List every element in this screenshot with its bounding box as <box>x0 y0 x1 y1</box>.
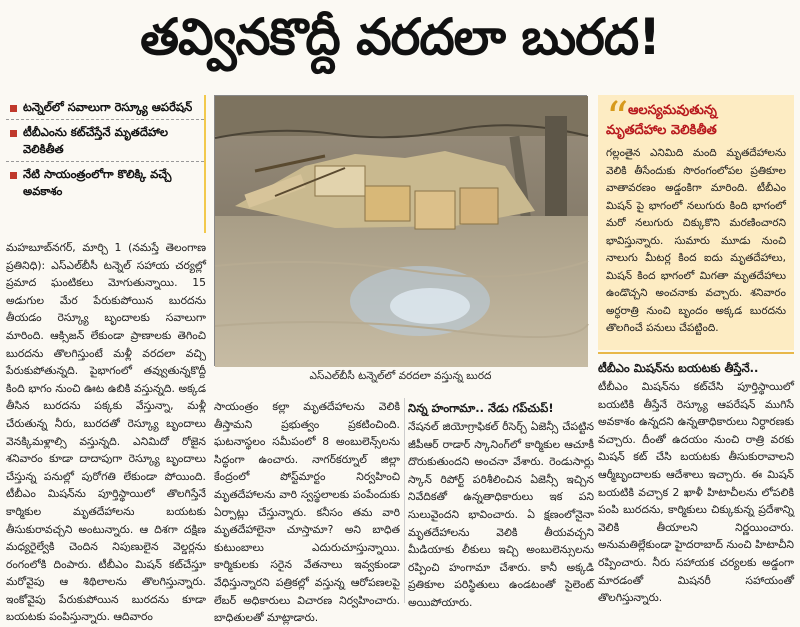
article-column-3 <box>408 398 594 612</box>
sidebar-title: ఆలస్యమవుతున్న <box>628 103 717 118</box>
sidebar-title-line2: మృతదేహాల వెలికితీత <box>606 123 717 138</box>
bullet-square-icon <box>10 105 17 112</box>
article-paragraph: టీబీఎం మిషన్‌ను కట్‌చేసి పూర్తిస్థాయిలో బయటికి తీస్తేనే రెస్క్యూ ఆపరేషన్ ముగిసే అవకాశం ఉన్నదని ఉన్నతాధికారులు నిర్ధారణకు వచ్చారు. దీంతో ఉదయం నుంచి రాత్రి వరకు మిషన్ కట్ చేసి బయటకు తీసుకురావాలని ఆర్మీబృందాలకు ఆదేశాలు ఇచ్చారు. ఈ మిషన్ బయటికి వచ్చాక 2 ఖాళీ హిటాచీలను లోపలికి పంపి బురదను, కార్మికులు చిక్కుకున్న ప్రదేశాన్ని వెలికి తీయాలని నిర్ణయించారు. అనుమతిల్లేకుండా హైదరాబాద్ నుంచి హిటాచీని రప్పించారు. నీరు సహాయక చర్యలకు అడ్డంగా మారడంతో మిషనరీ సహాయంతో తొలగిస్తున్నారు. <box>598 380 794 605</box>
quote-mark-icon: “ <box>606 93 629 144</box>
bullet-square-icon <box>10 130 17 137</box>
sidebar-body: గల్లంతైన ఎనిమిది మంది మృతదేహాలను వెలికి తీసేందుకు సొరంగంలోపల ప్రతికూల వాతావరణం అడ్డంకిగా మారింది. టీబీఎం మిషన్ పై భాగంలో నలుగురు కింది భాగంలో మరో నలుగురు చిక్కుకొని మరణించారని భావిస్తున్నారు. సుమారు మూడు నుంచి నాలుగు మీటర్ల కింద ఐదు మృతదేహాలు, మిషన్ కింద భాగంలో మిగతా మృతదేహాలు ఉండొచ్చని అంచనాకు వచ్చారు. శనివారం అర్ధరాత్రి నుంచి బృందం అక్కడ బురదను తొలగించే పనులు చేపట్టింది. <box>606 147 786 334</box>
article-paragraph: నేషనల్ జియోగ్రాఫికల్ రీసెర్చ్ ఏజెన్సీ చేపట్టిన జీపీఆర్ రాడార్ స్కానింగ్‌లో కార్మికుల ఆచూకీ దొరుకుతుందని అంచనా వేశారు. రెండుసార్లు స్కాన్ రిపోర్ట్ పరిశీలించిన ఏజెన్సీ ఇచ్చిన నివేదికతో ఉన్నతాధికారులు ఇక పని సులువైందని భావించారు. ఏ క్షణంలోనైనా మృతదేహాలను వెలికి తీయవచ్చని మీడియాకు లీకులు ఇచ్చి అంబులెన్సులను రప్పించి హంగామా చేశారు. కానీ అక్కడి ప్రతికూల పరిస్థితులు ఉండటంతో సైలెంట్ అయిపోయారు. <box>408 420 594 609</box>
bullet-square-icon <box>10 172 17 179</box>
column-divider <box>404 398 405 603</box>
highlight-text: టీబీఎంను కట్‌చేస్తేనే మృతదేహాల వెలికితీత <box>23 125 168 156</box>
highlight-item <box>6 95 204 120</box>
highlight-text: టన్నెల్‌లో సవాలుగా రెస్క్యూ ఆపరేషన్ <box>23 100 193 114</box>
section-divider <box>598 352 794 354</box>
highlight-item <box>6 120 204 162</box>
tunnel-photo <box>214 95 587 366</box>
subheading: నిన్న హంగామా.. నేడు గప్‌చుప్! <box>408 401 554 415</box>
highlight-text: నేటి సాయంత్రంలోగా కొలిక్కి వచ్చే అవకాశం <box>23 167 172 198</box>
highlight-item <box>6 162 204 203</box>
headline: తవ్వినకొద్దీ వరదలా బురద! <box>140 7 660 66</box>
sidebar-box <box>598 95 794 350</box>
article-paragraph: మహబూబ్‌నగర్, మార్చి 1 (నమస్తే తెలంగాణ ప్రతినిధి): ఎస్‌ఎల్‌బీసీ టన్నెల్ సహాయ చర్యల్లో ప్రమాద ఘంటికలు మోగుతున్నాయి. 15 అడుగుల మేర పేరుకుపోయిన బురదను తీయడం రెస్క్యూ బృందాలకు సవాలుగా మారింది. ఆక్సిజన్ లేకుండా ప్రాణాలకు తెగించి బురదను తొలగిస్తుంటే మళ్లీ వరదలా వచ్చి పేరుకుపోతున్నది. పైభాగంలో తవ్వుతున్నకొద్దీ కింది భాగం నుంచి ఊట ఉబికి వస్తున్నది. అక్కడ తీసిన బురదను పక్కకు వేస్తున్నా, మళ్లీ చేరుతున్న నీరు, బురదతో రెస్క్యూ బృందాలు వెనక్కిమళ్లాల్సి వస్తున్నది. ఎనిమిదో రోజైన శనివారం కూడా దాదాపుగా రెస్క్యూ బృందాలు చేస్తున్న పనుల్లో పురోగతి లేకుండా పోయింది. టీబీఎం మిషన్‌ను పూర్తిస్థాయిలో తొలగిస్తేనే కార్మికుల మృతదేహాలను బయటకు తీసుకురావచ్చని అంటున్నారు. ఆ దిశగా దక్షిణ మధ్యరైల్వేకి చెందిన నిపుణులైన వెల్డర్లను రంగంలోకి దింపారు. టీబీఎం మిషన్ కట్‌చేస్తూ మరోవైపు ఆ శిథిలాలను తొలగిస్తున్నారు. ఇంకోవైపు పేరుకుపోయిన బురదను కూడా బయటకు పంపిస్తున్నారు. ఆదివారం <box>6 241 206 624</box>
article-column-1 <box>6 239 206 626</box>
article-column-4 <box>598 358 794 607</box>
article-column-2 <box>214 398 400 627</box>
article-paragraph: సాయంత్రం కల్లా మృతదేహాలను వెలికి తీస్తామని ప్రభుత్వం ప్రకటించింది. ఘటనాస్థలం సమీపంలో 8 అంబులెన్స్‌లను సిద్ధంగా ఉంచారు. నాగర్‌కర్నూల్ జిల్లా కేంద్రంలో పోస్ట్‌మార్టం నిర్వహించి మృతదేహాలను వారి స్వస్థలాలకు పంపేందుకు ఏర్పాట్లు చేస్తున్నారు. కనీసం తమ వారి మృతదేహాలైనా చూస్తామా? అని బాధిత కుటుంబాలు ఎదురుచూస్తున్నాయి. కార్మికులకు సరైన వేతనాలు ఇవ్వకుండా వేధిస్తున్నారని పత్రికల్లో వస్తున్న ఆరోపణలపై లేబర్ అధికారులు విచారణ నిర్వహించారు. బాధితులతో మాట్లాడారు. <box>214 400 400 625</box>
highlights-box <box>6 95 206 233</box>
subheading: టీబీఎం మిషన్‌ను బయటకు తీస్తేనే.. <box>598 361 759 375</box>
photo-caption: ఎస్‌ఎల్‌బీసీ టన్నెల్‌లో వరదలా వస్తున్న బురద <box>309 370 492 382</box>
